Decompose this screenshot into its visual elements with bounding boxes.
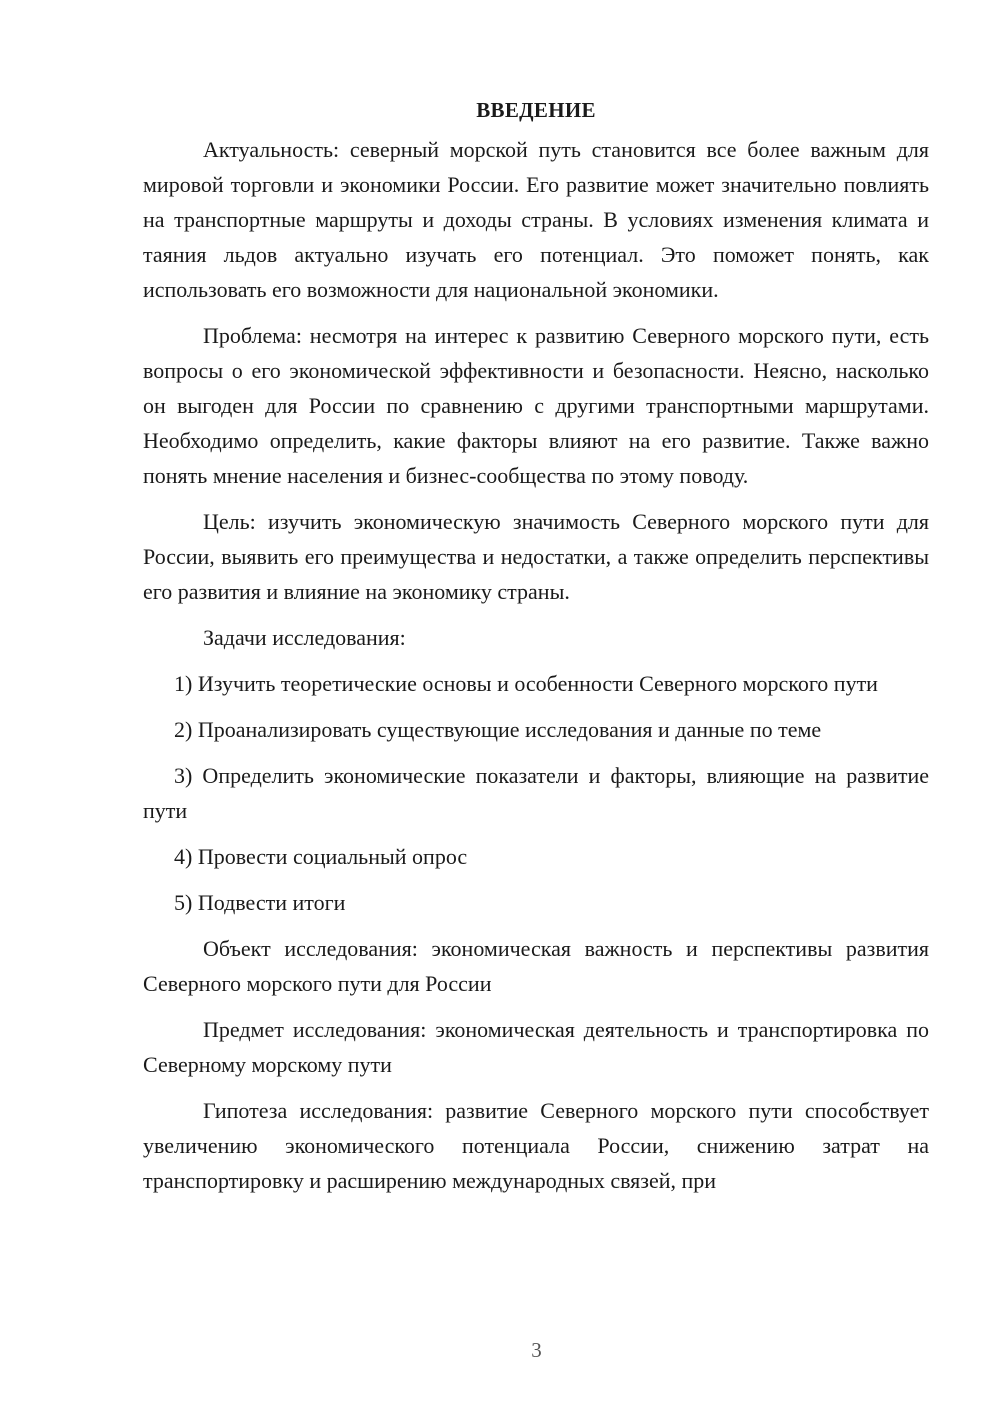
paragraph-goal: Цель: изучить экономическую значимость Северного морского пути для России, выявить его преимущества и недостатки, а также определить перспективы его развития и влияние на экономику страны. [143,509,929,604]
paragraph-hypothesis: Гипотеза исследования: развитие Северного морского пути способствует увеличению экономического потенциала России, снижению затрат на транспортировку и расширению международных связей, при [143,1098,929,1193]
paragraph-problem: Проблема: несмотря на интерес к развитию Северного морского пути, есть вопросы о его экономической эффективности и безопасности. Неясно, насколько он выгоден для России по сравнению с другими транспортными маршрутами. Необходимо определить, какие факторы влияют на его развитие. Также важно понять мнение населения и бизнес-сообщества по этому поводу. [143,323,929,488]
section-title: ВВЕДЕНИЕ [476,98,596,122]
task-item-5: 5) Подвести итоги [174,890,346,915]
task-item-3: 3) Определить экономические показатели и факторы, влияющие на развитие пути [143,763,929,823]
page-number: 3 [531,1338,542,1362]
task-item-2: 2) Проанализировать существующие исследования и данные по теме [174,717,822,742]
paragraph-subject: Предмет исследования: экономическая деятельность и транспортировка по Северному морскому пути [143,1017,929,1077]
paragraph-relevance: Актуальность: северный морской путь становится все более важным для мировой торговли и экономики России. Его развитие может значительно повлиять на транспортные маршруты и доходы страны. В условиях изменения климата и таяния льдов актуально изучать его потенциал. Это поможет понять, как использовать его возможности для национальной экономики. [143,137,929,302]
paragraph-tasks-heading: Задачи исследования: [203,625,406,650]
paragraph-object: Объект исследования: экономическая важность и перспективы развития Северного морского пути для России [143,936,929,996]
page-content [143,96,929,1198]
task-item-1: 1) Изучить теоретические основы и особенности Северного морского пути [174,671,878,696]
task-item-4: 4) Провести социальный опрос [174,844,468,869]
